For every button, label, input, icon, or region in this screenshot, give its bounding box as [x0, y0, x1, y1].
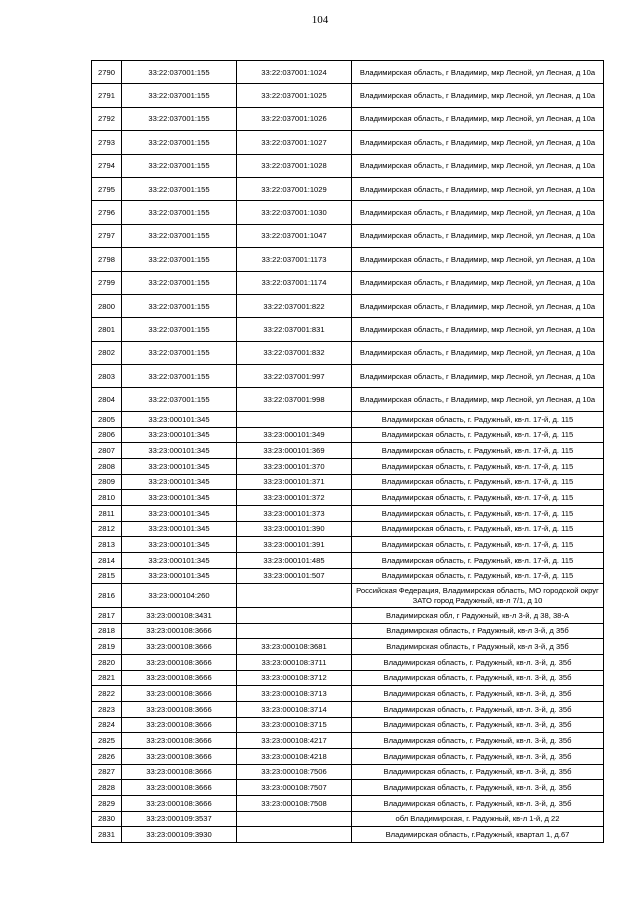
address-cell: Владимирская обл, г Радужный, кв-л 3-й, д 38, 38-А [352, 607, 604, 623]
table-row [92, 411, 604, 427]
parent-cadastral-number-cell: 33:23:000108:3666 [122, 796, 237, 812]
cadastral-number-cell: 33:22:037001:997 [237, 365, 352, 388]
row-number-cell: 2816 [92, 584, 122, 607]
row-number-cell: 2795 [92, 177, 122, 200]
parent-cadastral-number-cell: 33:22:037001:155 [122, 131, 237, 154]
table-row [92, 224, 604, 247]
cadastral-number-cell: 33:23:000101:371 [237, 474, 352, 490]
cadastral-number-cell: 33:22:037001:1173 [237, 248, 352, 271]
cadastral-number-cell: 33:23:000108:7506 [237, 764, 352, 780]
row-number-cell: 2808 [92, 458, 122, 474]
address-cell: Владимирская область, г Владимир, мкр Лесной, ул Лесная, д 10а [352, 294, 604, 317]
parent-cadastral-number-cell: 33:22:037001:155 [122, 201, 237, 224]
parent-cadastral-number-cell: 33:23:000108:3666 [122, 654, 237, 670]
cadastral-number-cell: 33:22:037001:1024 [237, 61, 352, 84]
row-number-cell: 2809 [92, 474, 122, 490]
parent-cadastral-number-cell: 33:23:000101:345 [122, 411, 237, 427]
address-cell: Владимирская область, г. Радужный, кв-л. 3-й, д. 35б [352, 686, 604, 702]
row-number-cell: 2817 [92, 607, 122, 623]
cadastral-number-cell [237, 607, 352, 623]
address-cell: Владимирская область, г Владимир, мкр Лесной, ул Лесная, д 10а [352, 61, 604, 84]
cadastral-number-cell: 33:23:000101:485 [237, 553, 352, 569]
table-row [92, 365, 604, 388]
table-row [92, 654, 604, 670]
table-row [92, 607, 604, 623]
table-row [92, 271, 604, 294]
parent-cadastral-number-cell: 33:23:000101:345 [122, 568, 237, 584]
address-cell: Владимирская область, г Владимир, мкр Лесной, ул Лесная, д 10а [352, 271, 604, 294]
address-cell: Владимирская область, г. Радужный, кв-л. 3-й, д. 35б [352, 796, 604, 812]
address-cell: Владимирская область, г Владимир, мкр Лесной, ул Лесная, д 10а [352, 248, 604, 271]
row-number-cell: 2825 [92, 733, 122, 749]
address-cell: Владимирская область, г. Радужный, кв-л. 3-й, д. 35б [352, 764, 604, 780]
cadastral-number-cell: 33:22:037001:1047 [237, 224, 352, 247]
address-cell: Владимирская область, г. Радужный, кв-л. 3-й, д. 35б [352, 654, 604, 670]
table-row [92, 701, 604, 717]
cadastral-number-cell: 33:23:000101:373 [237, 505, 352, 521]
parent-cadastral-number-cell: 33:22:037001:155 [122, 177, 237, 200]
parent-cadastral-number-cell: 33:23:000101:345 [122, 443, 237, 459]
cadastral-number-cell: 33:23:000101:390 [237, 521, 352, 537]
table-row [92, 733, 604, 749]
parent-cadastral-number-cell: 33:22:037001:155 [122, 271, 237, 294]
parent-cadastral-number-cell: 33:23:000101:345 [122, 553, 237, 569]
table-row [92, 490, 604, 506]
row-number-cell: 2828 [92, 780, 122, 796]
table-row [92, 505, 604, 521]
address-cell: Владимирская область, г Владимир, мкр Лесной, ул Лесная, д 10а [352, 177, 604, 200]
address-cell: Владимирская область, г. Радужный, кв-л. 17-й, д. 115 [352, 427, 604, 443]
parent-cadastral-number-cell: 33:22:037001:155 [122, 107, 237, 130]
table-row [92, 177, 604, 200]
cadastral-number-cell: 33:22:037001:998 [237, 388, 352, 411]
address-cell: Владимирская область, г Владимир, мкр Лесной, ул Лесная, д 10а [352, 154, 604, 177]
parent-cadastral-number-cell: 33:23:000101:345 [122, 521, 237, 537]
address-cell: Владимирская область, г. Радужный, кв-л. 3-й, д. 35б [352, 717, 604, 733]
address-cell: обл Владимирская, г. Радужный, кв-л 1-й, д 22 [352, 811, 604, 827]
row-number-cell: 2799 [92, 271, 122, 294]
table-row [92, 474, 604, 490]
cadastral-number-cell: 33:23:000101:349 [237, 427, 352, 443]
cadastral-number-cell: 33:22:037001:1030 [237, 201, 352, 224]
parent-cadastral-number-cell: 33:23:000101:345 [122, 474, 237, 490]
table-row [92, 749, 604, 765]
table-row [92, 780, 604, 796]
parent-cadastral-number-cell: 33:23:000108:3431 [122, 607, 237, 623]
parent-cadastral-number-cell: 33:23:000108:3666 [122, 780, 237, 796]
table-row [92, 553, 604, 569]
parent-cadastral-number-cell: 33:23:000101:345 [122, 537, 237, 553]
table-row [92, 154, 604, 177]
row-number-cell: 2791 [92, 84, 122, 107]
cadastral-number-cell: 33:23:000101:372 [237, 490, 352, 506]
parent-cadastral-number-cell: 33:23:000108:3666 [122, 670, 237, 686]
parent-cadastral-number-cell: 33:22:037001:155 [122, 365, 237, 388]
cadastral-number-cell [237, 584, 352, 607]
address-cell: Российская Федерация, Владимирская область, МО городской округ ЗАТО город Радужный, кв-л 7/1, д 10 [352, 584, 604, 607]
table-row [92, 107, 604, 130]
row-number-cell: 2798 [92, 248, 122, 271]
address-cell: Владимирская область, г. Радужный, кв-л. 17-й, д. 115 [352, 474, 604, 490]
cadastral-number-cell: 33:22:037001:831 [237, 318, 352, 341]
row-number-cell: 2792 [92, 107, 122, 130]
parent-cadastral-number-cell: 33:23:000101:345 [122, 505, 237, 521]
row-number-cell: 2824 [92, 717, 122, 733]
address-cell: Владимирская область, г. Радужный, кв-л. 17-й, д. 115 [352, 521, 604, 537]
parent-cadastral-number-cell: 33:23:000108:3666 [122, 701, 237, 717]
cadastral-number-cell: 33:23:000108:3715 [237, 717, 352, 733]
table-row [92, 568, 604, 584]
parent-cadastral-number-cell: 33:23:000108:3666 [122, 717, 237, 733]
cadastral-number-cell: 33:22:037001:1174 [237, 271, 352, 294]
address-cell: Владимирская область, г. Радужный, кв-л. 17-й, д. 115 [352, 568, 604, 584]
row-number-cell: 2801 [92, 318, 122, 341]
table-row [92, 341, 604, 364]
address-cell: Владимирская область, г. Радужный, кв-л. 17-й, д. 115 [352, 505, 604, 521]
cadastral-number-cell: 33:23:000101:370 [237, 458, 352, 474]
table-row [92, 686, 604, 702]
cadastral-number-cell: 33:23:000101:369 [237, 443, 352, 459]
table-row [92, 427, 604, 443]
address-cell: Владимирская область, г Радужный, кв-л 3-й, д 35б [352, 639, 604, 655]
cadastral-number-cell: 33:23:000108:4217 [237, 733, 352, 749]
address-cell: Владимирская область, г Владимир, мкр Лесной, ул Лесная, д 10а [352, 131, 604, 154]
table-row [92, 61, 604, 84]
cadastral-number-cell: 33:22:037001:832 [237, 341, 352, 364]
cadastral-number-cell: 33:22:037001:1026 [237, 107, 352, 130]
cadastral-number-cell: 33:22:037001:1029 [237, 177, 352, 200]
row-number-cell: 2797 [92, 224, 122, 247]
cadastral-number-cell [237, 811, 352, 827]
row-number-cell: 2806 [92, 427, 122, 443]
cadastral-number-cell: 33:23:000101:507 [237, 568, 352, 584]
cadastral-number-cell: 33:22:037001:1028 [237, 154, 352, 177]
cadastral-number-cell: 33:23:000101:391 [237, 537, 352, 553]
cadastral-number-cell: 33:23:000108:7507 [237, 780, 352, 796]
parent-cadastral-number-cell: 33:23:000109:3537 [122, 811, 237, 827]
table-row [92, 811, 604, 827]
parent-cadastral-number-cell: 33:23:000104:260 [122, 584, 237, 607]
address-cell: Владимирская область, г. Радужный, кв-л. 17-й, д. 115 [352, 443, 604, 459]
row-number-cell: 2830 [92, 811, 122, 827]
parent-cadastral-number-cell: 33:23:000101:345 [122, 458, 237, 474]
cadastral-number-cell: 33:23:000108:3711 [237, 654, 352, 670]
table-row [92, 318, 604, 341]
table-row [92, 537, 604, 553]
address-cell: Владимирская область, г Владимир, мкр Лесной, ул Лесная, д 10а [352, 201, 604, 224]
page-number: 104 [311, 14, 329, 26]
row-number-cell: 2820 [92, 654, 122, 670]
table-row [92, 796, 604, 812]
row-number-cell: 2823 [92, 701, 122, 717]
address-cell: Владимирская область, г. Радужный, кв-л. 17-й, д. 115 [352, 411, 604, 427]
address-cell: Владимирская область, г. Радужный, кв-л. 17-й, д. 115 [352, 458, 604, 474]
address-cell: Владимирская область, г Радужный, кв-л 3-й, д 35б [352, 623, 604, 639]
row-number-cell: 2826 [92, 749, 122, 765]
row-number-cell: 2800 [92, 294, 122, 317]
row-number-cell: 2818 [92, 623, 122, 639]
registry-table [91, 60, 604, 843]
parent-cadastral-number-cell: 33:22:037001:155 [122, 318, 237, 341]
row-number-cell: 2794 [92, 154, 122, 177]
row-number-cell: 2812 [92, 521, 122, 537]
row-number-cell: 2802 [92, 341, 122, 364]
cadastral-number-cell: 33:23:000108:3714 [237, 701, 352, 717]
parent-cadastral-number-cell: 33:22:037001:155 [122, 154, 237, 177]
row-number-cell: 2805 [92, 411, 122, 427]
parent-cadastral-number-cell: 33:23:000108:3666 [122, 623, 237, 639]
parent-cadastral-number-cell: 33:23:000101:345 [122, 490, 237, 506]
table-row [92, 443, 604, 459]
cadastral-number-cell: 33:22:037001:822 [237, 294, 352, 317]
parent-cadastral-number-cell: 33:22:037001:155 [122, 388, 237, 411]
cadastral-number-cell: 33:22:037001:1025 [237, 84, 352, 107]
cadastral-number-cell: 33:22:037001:1027 [237, 131, 352, 154]
table-row [92, 84, 604, 107]
row-number-cell: 2829 [92, 796, 122, 812]
address-cell: Владимирская область, г Владимир, мкр Лесной, ул Лесная, д 10а [352, 318, 604, 341]
table-row [92, 294, 604, 317]
cadastral-number-cell [237, 623, 352, 639]
cadastral-number-cell: 33:23:000108:7508 [237, 796, 352, 812]
table-row [92, 131, 604, 154]
parent-cadastral-number-cell: 33:22:037001:155 [122, 224, 237, 247]
row-number-cell: 2815 [92, 568, 122, 584]
parent-cadastral-number-cell: 33:23:000108:3666 [122, 639, 237, 655]
table-row [92, 639, 604, 655]
cadastral-number-cell: 33:23:000108:4218 [237, 749, 352, 765]
address-cell: Владимирская область, г Владимир, мкр Лесной, ул Лесная, д 10а [352, 388, 604, 411]
address-cell: Владимирская область, г. Радужный, кв-л. 17-й, д. 115 [352, 537, 604, 553]
parent-cadastral-number-cell: 33:22:037001:155 [122, 294, 237, 317]
parent-cadastral-number-cell: 33:23:000108:3666 [122, 764, 237, 780]
table-row [92, 248, 604, 271]
address-cell: Владимирская область, г Владимир, мкр Лесной, ул Лесная, д 10а [352, 107, 604, 130]
row-number-cell: 2831 [92, 827, 122, 843]
address-cell: Владимирская область, г. Радужный, кв-л. 3-й, д. 35б [352, 733, 604, 749]
table-row [92, 201, 604, 224]
address-cell: Владимирская область, г. Радужный, кв-л. 17-й, д. 115 [352, 490, 604, 506]
cadastral-number-cell: 33:23:000108:3681 [237, 639, 352, 655]
address-cell: Владимирская область, г Владимир, мкр Лесной, ул Лесная, д 10а [352, 341, 604, 364]
address-cell: Владимирская область, г Владимир, мкр Лесной, ул Лесная, д 10а [352, 365, 604, 388]
address-cell: Владимирская область, г.Радужный, квартал 1, д.67 [352, 827, 604, 843]
row-number-cell: 2822 [92, 686, 122, 702]
address-cell: Владимирская область, г. Радужный, кв-л. 3-й, д. 35б [352, 701, 604, 717]
row-number-cell: 2804 [92, 388, 122, 411]
row-number-cell: 2810 [92, 490, 122, 506]
table-row [92, 458, 604, 474]
parent-cadastral-number-cell: 33:22:037001:155 [122, 61, 237, 84]
row-number-cell: 2796 [92, 201, 122, 224]
table-row [92, 584, 604, 607]
address-cell: Владимирская область, г. Радужный, кв-л. 17-й, д. 115 [352, 553, 604, 569]
address-cell: Владимирская область, г Владимир, мкр Лесной, ул Лесная, д 10а [352, 224, 604, 247]
row-number-cell: 2821 [92, 670, 122, 686]
table-row [92, 388, 604, 411]
cadastral-number-cell [237, 411, 352, 427]
row-number-cell: 2793 [92, 131, 122, 154]
table-row [92, 623, 604, 639]
table-row [92, 521, 604, 537]
table-row [92, 764, 604, 780]
row-number-cell: 2827 [92, 764, 122, 780]
row-number-cell: 2811 [92, 505, 122, 521]
table-row [92, 827, 604, 843]
address-cell: Владимирская область, г. Радужный, кв-л. 3-й, д. 35б [352, 780, 604, 796]
parent-cadastral-number-cell: 33:23:000101:345 [122, 427, 237, 443]
address-cell: Владимирская область, г. Радужный, кв-л. 3-й, д. 35б [352, 749, 604, 765]
parent-cadastral-number-cell: 33:23:000108:3666 [122, 749, 237, 765]
cadastral-number-cell [237, 827, 352, 843]
parent-cadastral-number-cell: 33:22:037001:155 [122, 84, 237, 107]
cadastral-number-cell: 33:23:000108:3712 [237, 670, 352, 686]
parent-cadastral-number-cell: 33:23:000108:3666 [122, 733, 237, 749]
parent-cadastral-number-cell: 33:23:000109:3930 [122, 827, 237, 843]
row-number-cell: 2814 [92, 553, 122, 569]
parent-cadastral-number-cell: 33:23:000108:3666 [122, 686, 237, 702]
row-number-cell: 2790 [92, 61, 122, 84]
address-cell: Владимирская область, г. Радужный, кв-л. 3-й, д. 35б [352, 670, 604, 686]
parent-cadastral-number-cell: 33:22:037001:155 [122, 341, 237, 364]
table-row [92, 717, 604, 733]
row-number-cell: 2819 [92, 639, 122, 655]
parent-cadastral-number-cell: 33:22:037001:155 [122, 248, 237, 271]
address-cell: Владимирская область, г Владимир, мкр Лесной, ул Лесная, д 10а [352, 84, 604, 107]
registry-table-body [92, 61, 604, 843]
table-row [92, 670, 604, 686]
cadastral-number-cell: 33:23:000108:3713 [237, 686, 352, 702]
row-number-cell: 2813 [92, 537, 122, 553]
row-number-cell: 2807 [92, 443, 122, 459]
row-number-cell: 2803 [92, 365, 122, 388]
